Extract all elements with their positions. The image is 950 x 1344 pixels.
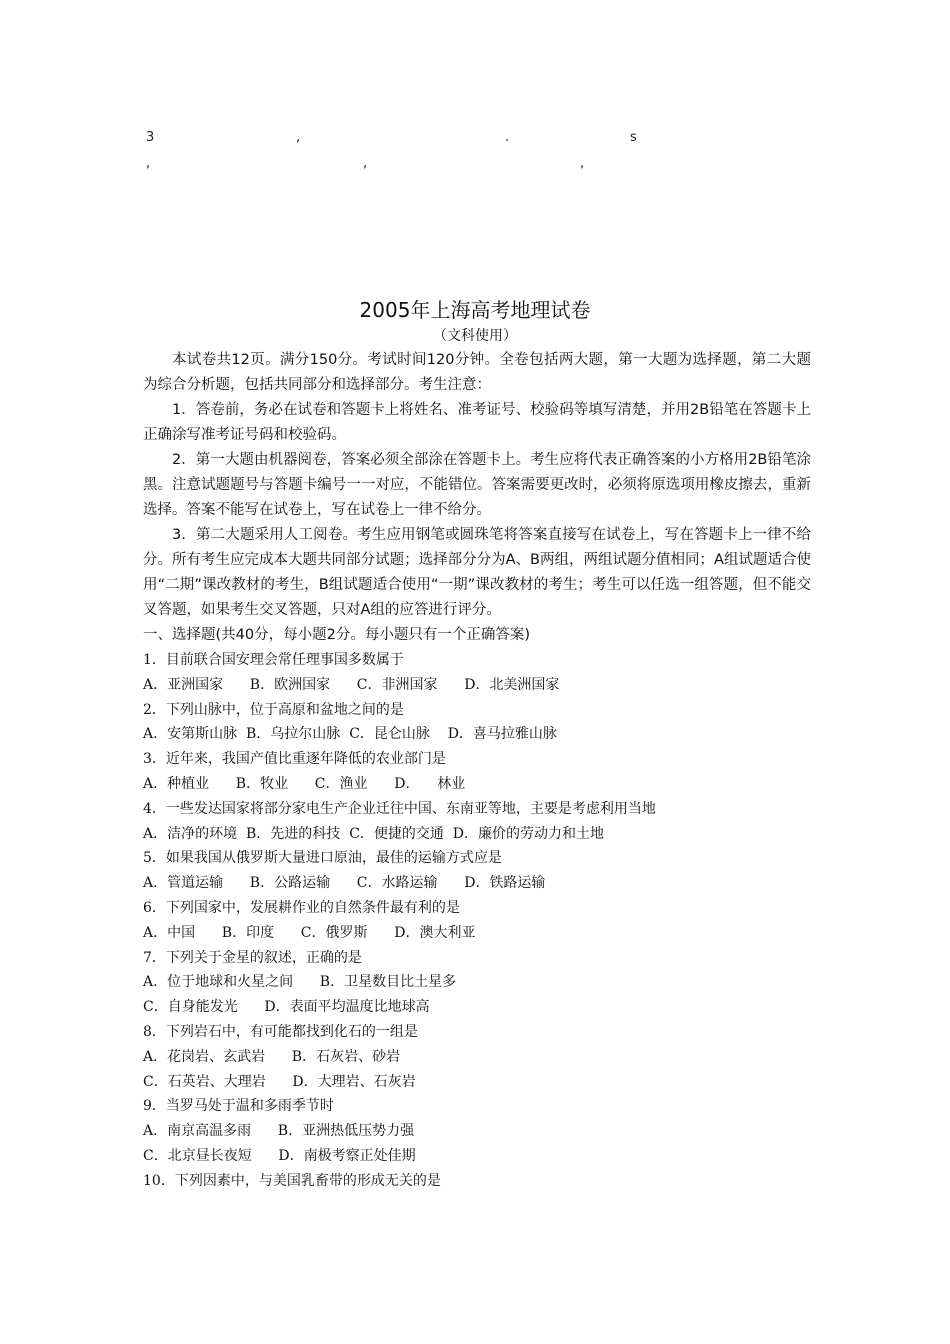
page-subtitle: （文科使用）: [433, 328, 517, 344]
question-stem: 2．下列山脉中，位于高原和盆地之间的是: [143, 701, 404, 718]
question-options: C．自身能发光 D．表面平均温度比地球高: [143, 999, 430, 1016]
exam-body: [143, 348, 811, 1194]
question-stem: 10．下列因素中，与美国乳畜带的形成无关的是: [143, 1172, 441, 1189]
stray-mark: s: [630, 130, 637, 145]
stray-mark: ,: [363, 156, 368, 171]
question-stem: 4．一些发达国家将部分家电生产企业迁往中国、东南亚等地，主要是考虑利用当地: [143, 800, 656, 817]
stray-mark: ,: [146, 156, 151, 171]
instruction-paragraph: 1．答卷前，务必在试卷和答题卡上将姓名、准考证号、校验码等填写清楚，并用2B铅笔在答题卡上正确涂写准考证号码和校验码。: [143, 402, 811, 443]
question-options: C．石英岩、大理岩 D．大理岩、石灰岩: [143, 1073, 416, 1090]
stray-mark: ,: [580, 156, 585, 171]
instruction-paragraph: 3．第二大题采用人工阅卷。考生应用钢笔或圆珠笔将答案直接写在试卷上，写在答题卡上一律不给分。所有考生应完成本大题共同部分试题；选择部分分为A、B两组，两组试题分值相同；A组试题适合使用“二期”课改教材的考生，B组试题适合使用“一期”课改教材的考生；考生可以任选一组答题，但不能交叉答题，如果考生交叉答题，只对A组的应答进行评分。: [143, 527, 811, 618]
question-stem: 8．下列岩石中，有可能都找到化石的一组是: [143, 1023, 418, 1040]
instruction-paragraph: 本试卷共12页。满分150分。考试时间120分钟。全卷包括两大题，第一大题为选择题，第二大题为综合分析题，包括共同部分和选择部分。考生注意：: [143, 352, 811, 393]
question-options: A．安第斯山脉 B．乌拉尔山脉 C．昆仑山脉 D．喜马拉雅山脉: [143, 726, 557, 743]
question-stem: 7．下列关于金星的叙述，正确的是: [143, 949, 362, 966]
question-stem: 6．下列国家中，发展耕作业的自然条件最有利的是: [143, 899, 460, 916]
question-options: C．北京昼长夜短 D．南极考察正处佳期: [143, 1147, 416, 1164]
question-options: A．种植业 B．牧业 C．渔业 D． 林业: [143, 775, 466, 792]
stray-mark: ,: [296, 130, 301, 145]
question-stem: 1．目前联合国安理会常任理事国多数属于: [143, 652, 404, 668]
stray-mark: 3: [146, 130, 155, 145]
question-options: A．洁净的环境 B．先进的科技 C．便捷的交通 D．廉价的劳动力和土地: [143, 825, 605, 842]
question-options: A．管道运输 B．公路运输 C．水路运输 D．铁路运输: [143, 875, 546, 892]
instruction-paragraph: 2．第一大题由机器阅卷，答案必须全部涂在答题卡上。考生应将代表正确答案的小方格用2B铅笔涂黑。注意试题题号与答题卡编号一一对应，不能错位。答案需要更改时，必须将原选项用橡皮擦去，重新选择。答案不能写在试卷上，写在试卷上一律不给分。: [143, 452, 811, 518]
question-options: A．位于地球和火星之间 B．卫星数目比土星多: [143, 974, 457, 991]
page-title: 2005年上海高考地理试卷: [359, 298, 591, 322]
question-options: A．南京高温多雨 B．亚洲热低压势力强: [143, 1123, 415, 1140]
question-stem: 5．如果我国从俄罗斯大量进口原油，最佳的运输方式应是: [143, 850, 502, 867]
question-options: A．花岗岩、玄武岩 B．石灰岩、砂岩: [143, 1048, 401, 1065]
stray-mark: .: [505, 130, 510, 145]
section-heading: 一、选择题(共40分，每小题2分。每小题只有一个正确答案): [143, 627, 530, 643]
question-stem: 9．当罗马处于温和多雨季节时: [143, 1098, 334, 1115]
question-options: A．中国 B．印度 C．俄罗斯 D．澳大利亚: [143, 924, 476, 941]
question-list: [143, 648, 811, 1194]
question-stem: 3．近年来，我国产值比重逐年降低的农业部门是: [143, 751, 446, 768]
question-options: A．亚洲国家 B．欧洲国家 C．非洲国家 D．北美洲国家: [143, 676, 560, 693]
